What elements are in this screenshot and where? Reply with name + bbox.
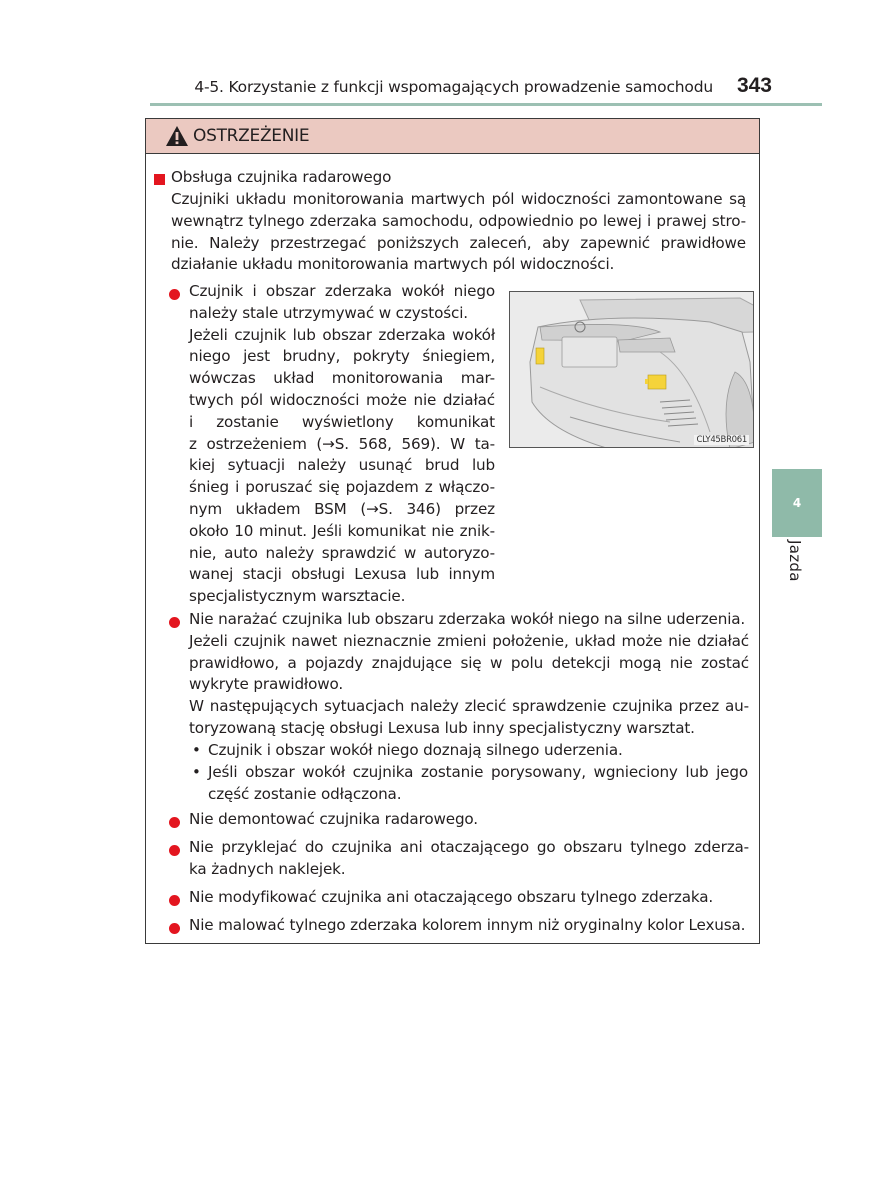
section-title: 4-5. Korzystanie z funkcji wspomagających prowadzenie samochodu <box>194 78 713 96</box>
text-line: Czujniki układu monitorowania martwych pól widoczności zamontowane są <box>171 190 746 208</box>
warning-triangle-icon <box>166 126 188 146</box>
warning-box <box>145 118 760 944</box>
sub-item: Czujnik i obszar wokół niego doznają silnego uderzenia. <box>208 741 623 759</box>
round-bullet-icon <box>169 289 180 300</box>
chapter-tab <box>772 469 822 537</box>
car-rear-illustration <box>510 292 754 448</box>
sub-bullet-icon: • <box>192 741 201 759</box>
text-line: Jeżeli czujnik nawet nieznacznie zmieni położenie, układ może nie działać <box>189 631 749 650</box>
chapter-label: Jazda <box>786 540 804 582</box>
text-line: niego jest brudny, pokryty śniegiem, <box>189 347 495 366</box>
text-line: wewnątrz tylnego zderzaka samochodu, odpowiednio po lewej i prawej stro- <box>171 211 746 230</box>
list-item <box>189 609 749 740</box>
text-line: Jeżeli czujnik lub obszar zderzaka wokół <box>189 325 495 344</box>
warning-title: OSTRZEŻENIE <box>193 126 310 146</box>
text-line: około 10 minut. Jeśli komunikat nie znik- <box>189 521 495 540</box>
round-bullet-icon <box>169 817 180 828</box>
header-rule <box>150 103 822 106</box>
round-bullet-icon <box>169 845 180 856</box>
text-line: nym układem BSM (→S. 346) przez <box>189 499 495 518</box>
text-line: wykryte prawidłowo. <box>189 675 344 694</box>
round-bullet-icon <box>169 895 180 906</box>
list-item: Nie malować tylnego zderzaka kolorem innym niż oryginalny kolor Lexusa. <box>189 916 746 934</box>
warning-header <box>146 119 759 154</box>
text-line: ka żadnych naklejek. <box>189 859 346 878</box>
text-line: część zostanie odłączona. <box>208 784 402 803</box>
text-line: wanej stacji obsługi Lexusa lub innym <box>189 565 495 584</box>
list-item: Nie modyfikować czujnika ani otaczającego obszaru tylnego zderzaka. <box>189 888 714 906</box>
text-line: toryzowaną stację obsługi Lexusa lub inny specjalistyczny warsztat. <box>189 718 695 737</box>
text-line: śnieg i poruszać się pojazdem z włączo- <box>189 478 495 497</box>
list-item <box>189 281 495 608</box>
text-line: i zostanie wyświetlony komunikat <box>189 412 495 431</box>
chapter-number: 4 <box>792 496 802 510</box>
text-line: twych pól widoczności może nie działać <box>189 390 495 409</box>
text-line: należy stale utrzymywać w czystości. <box>189 303 468 322</box>
round-bullet-icon <box>169 923 180 934</box>
text-line: prawidłowo, a pojazdy znajdujące się w polu detekcji mogą nie zostać <box>189 653 749 672</box>
sub-bullet-icon: • <box>192 763 201 781</box>
list-item <box>189 837 749 881</box>
text-line: W następujących sytuacjach należy zlecić sprawdzenie czujnika przez au- <box>189 697 749 716</box>
text-line: nie. Należy przestrzegać poniższych zaleceń, aby zapewnić prawidłowe <box>171 233 746 252</box>
intro-paragraph <box>171 189 746 276</box>
square-bullet-icon <box>154 174 165 185</box>
text-line: specjalistycznym warsztacie. <box>189 587 406 606</box>
text-line: Jeśli obszar wokół czujnika zostanie porysowany, wgnieciony lub jego <box>208 763 748 781</box>
section-heading: Obsługa czujnika radarowego <box>171 168 392 186</box>
page-number: 343 <box>736 74 772 97</box>
page-header <box>150 74 772 102</box>
list-item: Nie demontować czujnika radarowego. <box>189 810 478 828</box>
rear-bumper-sensor-illustration <box>509 291 754 448</box>
text-line: nie, auto należy sprawdzić w autoryzo- <box>189 543 495 562</box>
text-line: z ostrzeżeniem (→S. 568, 569). W ta- <box>189 434 495 453</box>
text-line: Nie przyklejać do czujnika ani otaczającego go obszaru tylnego zderza- <box>189 838 749 856</box>
figure-code: CLY45BR061 <box>696 435 747 445</box>
text-line: działanie układu monitorowania martwych pól widoczności. <box>171 255 615 274</box>
round-bullet-icon <box>169 617 180 628</box>
sub-item <box>208 762 748 806</box>
text-line: kiej sytuacji należy usunąć brud lub <box>189 456 495 475</box>
text-line: wówczas układ monitorowania mar- <box>189 369 495 388</box>
text-line: Czujnik i obszar zderzaka wokół niego <box>189 282 495 300</box>
warning-content <box>146 154 759 943</box>
text-line: Nie narażać czujnika lub obszaru zderzaka wokół niego na silne uderzenia. <box>189 610 746 628</box>
